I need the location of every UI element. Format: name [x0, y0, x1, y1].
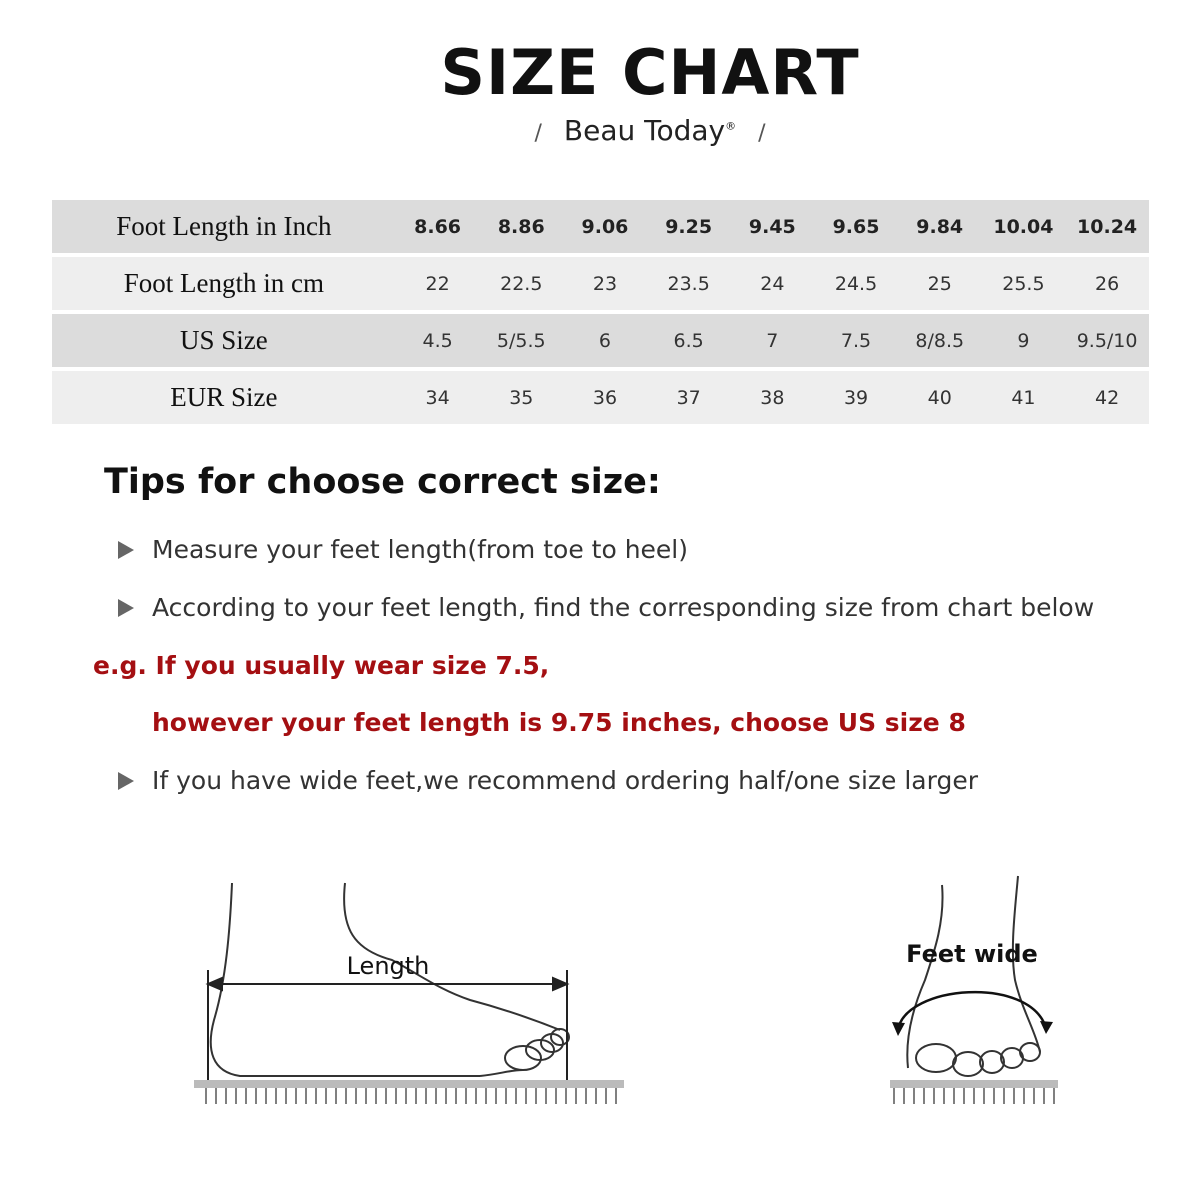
table-cell: 5/5.5 [496, 329, 546, 352]
table-cell: 41 [1011, 386, 1036, 409]
table-row [52, 314, 1149, 367]
table-cell: 37 [676, 386, 701, 409]
tip-text: According to your feet length, find the corresponding size from chart below [152, 593, 1095, 622]
triangle-bullet-icon [118, 772, 134, 790]
table-cell: 6.5 [673, 329, 704, 352]
table-cell: 9.84 [916, 215, 964, 238]
page-title: SIZE CHART [440, 36, 860, 109]
feet-wide-label: Feet wide [906, 940, 1038, 968]
table-cell: 8.66 [414, 215, 462, 238]
table-cell: 23 [592, 272, 618, 295]
width-arc [898, 992, 1046, 1030]
registered-mark: ® [725, 119, 737, 133]
brand-name: Beau Today [563, 114, 726, 147]
table-cell: 39 [843, 386, 869, 409]
table-cell: 42 [1095, 386, 1120, 409]
table-cell: 10.24 [1077, 215, 1138, 238]
row-label: EUR Size [170, 382, 278, 412]
table-cell: 25.5 [1002, 272, 1045, 295]
ground-bar-right [890, 1080, 1058, 1088]
table-cell: 25 [927, 272, 952, 295]
table-cell: 8/8.5 [915, 329, 965, 352]
tip-text: Measure your feet length(from toe to heel) [152, 535, 689, 564]
table-row [52, 200, 1149, 253]
arc-arrow-right-icon [1040, 1021, 1053, 1034]
table-row [52, 257, 1149, 310]
table-row [52, 371, 1149, 424]
table-cell: 9.45 [748, 215, 796, 238]
table-cell: 9.65 [832, 215, 880, 238]
table-cell: 24.5 [834, 272, 878, 295]
foot-width-outline [907, 876, 1040, 1076]
table-cell: 23.5 [667, 272, 710, 295]
tip-text: If you have wide feet,we recommend ordering half/one size larger [152, 766, 978, 795]
table-cell: 9.06 [581, 215, 629, 238]
row-label: US Size [180, 325, 268, 355]
ground-ticks [206, 1088, 616, 1104]
table-cell: 22 [425, 272, 450, 295]
table-cell: 7.5 [840, 329, 872, 352]
tip-item [118, 535, 688, 564]
table-cell: 9.5/10 [1076, 329, 1138, 352]
example-line-1: e.g. If you usually wear size 7.5, [93, 651, 550, 680]
tips-heading: Tips for choose correct size: [104, 462, 661, 502]
size-table [52, 200, 1149, 428]
tip-item [118, 766, 978, 795]
ground-ticks-right [894, 1088, 1054, 1104]
table-cell: 9 [1017, 329, 1030, 352]
length-label: Length [346, 952, 430, 980]
table-cell: 22.5 [500, 272, 543, 295]
table-cell: 26 [1095, 272, 1120, 295]
foot-length-illustration [0, 860, 1200, 1120]
table-cell: 6 [598, 329, 612, 352]
brand-line [0, 114, 1200, 147]
brand-slash-right: / [758, 121, 766, 146]
row-label: Foot Length in cm [123, 268, 324, 298]
table-cell: 38 [760, 386, 785, 409]
table-cell: 34 [425, 386, 450, 409]
brand-slash-left: / [534, 121, 542, 146]
table-cell: 9.25 [665, 215, 713, 238]
table-cell: 40 [927, 386, 952, 409]
example-line-2: however your feet length is 9.75 inches, choose US size 8 [152, 708, 966, 737]
table-cell: 4.5 [422, 329, 453, 352]
ground-bar [194, 1080, 624, 1088]
table-cell: 7 [766, 329, 779, 352]
table-cell: 36 [592, 386, 618, 409]
arc-arrow-left-icon [892, 1022, 905, 1036]
table-cell: 8.86 [497, 215, 545, 238]
table-cell: 35 [509, 386, 534, 409]
triangle-bullet-icon [118, 599, 134, 617]
row-label: Foot Length in Inch [116, 211, 332, 241]
table-cell: 10.04 [993, 215, 1054, 238]
tip-item [118, 593, 1094, 622]
table-cell: 24 [760, 272, 785, 295]
triangle-bullet-icon [118, 541, 134, 559]
